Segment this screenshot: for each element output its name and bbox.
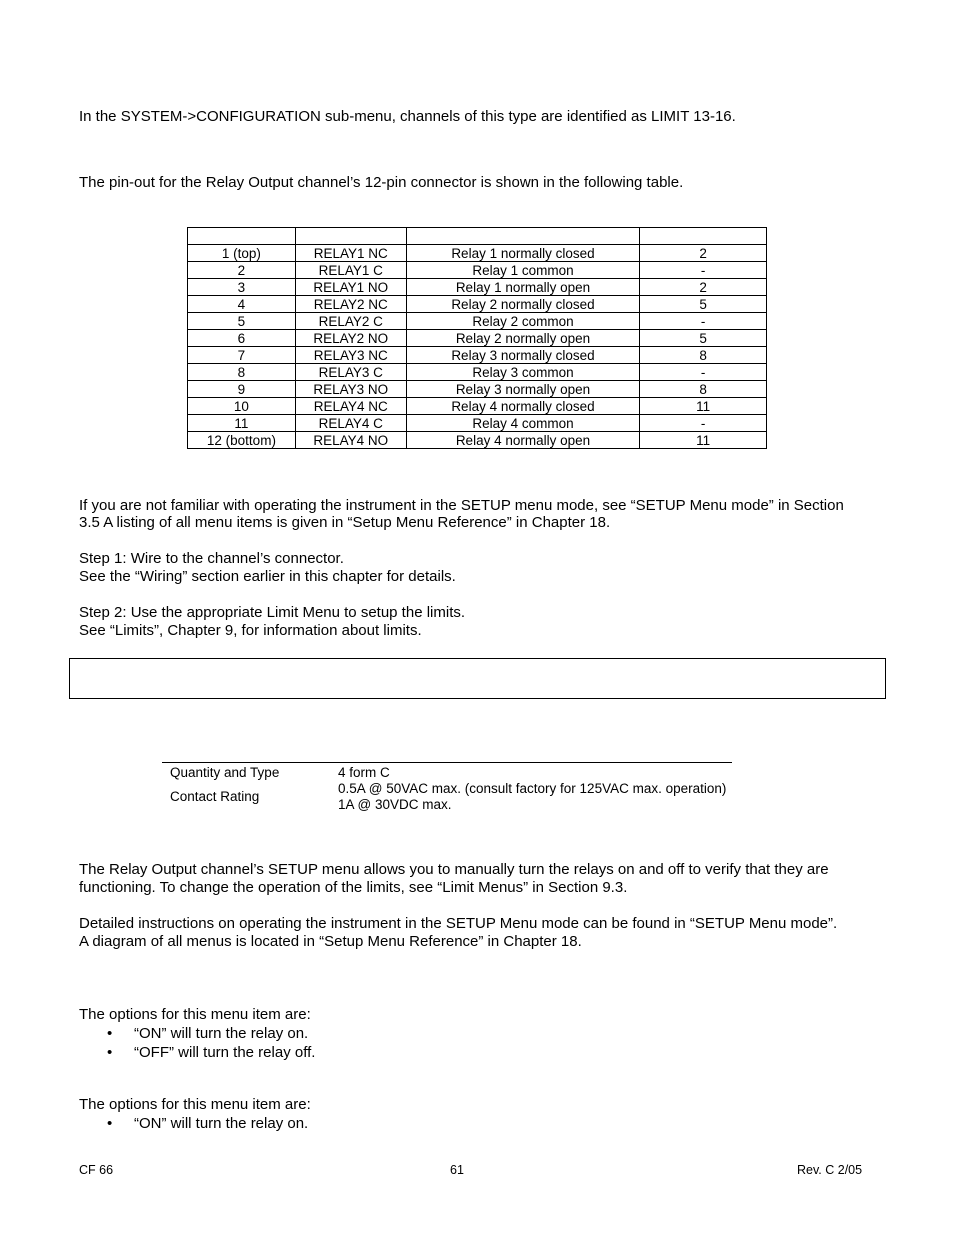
pair-cell: 8 xyxy=(640,347,767,364)
contact-value-1: 0.5A @ 50VAC max. (consult factory for 125VAC max. operation) xyxy=(338,781,727,796)
pinout-table xyxy=(187,227,767,449)
description-cell: Relay 4 normally closed xyxy=(406,398,640,415)
table-row xyxy=(188,245,767,262)
menu-para2-line1: Detailed instructions on operating the instrument in the SETUP Menu mode can be found in “SETUP Menu mode”. xyxy=(79,915,838,932)
pinout-text: The pin-out for the Relay Output channel’s 12-pin connector is shown in the following table. xyxy=(79,174,684,191)
description-cell: Relay 3 normally closed xyxy=(406,347,640,364)
description-cell: Relay 2 common xyxy=(406,313,640,330)
list-item xyxy=(79,1114,308,1133)
table-row xyxy=(188,313,767,330)
step2-text: Step 2: Use the appropriate Limit Menu to setup the limits. xyxy=(79,604,466,621)
table-row xyxy=(188,364,767,381)
signal-name-cell: RELAY3 NO xyxy=(295,381,406,398)
footer-right: Rev. C 2/05 xyxy=(797,1163,863,1177)
table-row xyxy=(188,381,767,398)
options-intro-1: The options for this menu item are: xyxy=(79,1006,311,1023)
description-cell: Relay 2 normally open xyxy=(406,330,640,347)
table-row xyxy=(188,398,767,415)
pair-cell: 2 xyxy=(640,245,767,262)
pinout-table-body xyxy=(188,228,767,449)
pair-cell: 11 xyxy=(640,398,767,415)
pair-cell: - xyxy=(640,262,767,279)
signal-name-cell: RELAY2 NO xyxy=(295,330,406,347)
pin-number-cell: 3 xyxy=(188,279,296,296)
pair-cell: - xyxy=(640,415,767,432)
description-cell: Relay 3 normally open xyxy=(406,381,640,398)
signal-name-cell: RELAY1 NO xyxy=(295,279,406,296)
pin-number-cell: 7 xyxy=(188,347,296,364)
signal-name-cell: RELAY4 C xyxy=(295,415,406,432)
option-on-1: “ON” will turn the relay on. xyxy=(134,1025,309,1042)
description-cell: Relay 4 normally open xyxy=(406,432,640,449)
pair-cell: 5 xyxy=(640,330,767,347)
pin-number-cell: 5 xyxy=(188,313,296,330)
options-intro-2: The options for this menu item are: xyxy=(79,1096,311,1113)
header-cell xyxy=(188,228,296,245)
table-row xyxy=(188,279,767,296)
contact-value-2: 1A @ 30VDC max. xyxy=(338,797,452,812)
pair-cell: 11 xyxy=(640,432,767,449)
header-cell xyxy=(640,228,767,245)
menu-para1-line1: The Relay Output channel’s SETUP menu allows you to manually turn the relays on and off to verify that they are xyxy=(79,861,829,878)
description-cell: Relay 3 common xyxy=(406,364,640,381)
step1-detail: See the “Wiring” section earlier in this chapter for details. xyxy=(79,568,456,585)
pair-cell: - xyxy=(640,313,767,330)
options-list-2 xyxy=(79,1114,308,1133)
pin-number-cell: 6 xyxy=(188,330,296,347)
pin-number-cell: 9 xyxy=(188,381,296,398)
description-cell: Relay 4 common xyxy=(406,415,640,432)
pin-number-cell: 12 (bottom) xyxy=(188,432,296,449)
pin-number-cell: 1 (top) xyxy=(188,245,296,262)
step1-text: Step 1: Wire to the channel’s connector. xyxy=(79,550,344,567)
table-row xyxy=(188,296,767,313)
description-cell: Relay 1 normally open xyxy=(406,279,640,296)
description-cell: Relay 1 normally closed xyxy=(406,245,640,262)
signal-name-cell: RELAY4 NO xyxy=(295,432,406,449)
description-cell: Relay 2 normally closed xyxy=(406,296,640,313)
header-cell xyxy=(406,228,640,245)
header-cell xyxy=(295,228,406,245)
table-header-row xyxy=(188,228,767,245)
signal-name-cell: RELAY1 C xyxy=(295,262,406,279)
step2-detail: See “Limits”, Chapter 9, for information about limits. xyxy=(79,622,422,639)
menu-para2-line2: A diagram of all menus is located in “Setup Menu Reference” in Chapter 18. xyxy=(79,933,582,950)
table-row xyxy=(188,415,767,432)
signal-name-cell: RELAY2 C xyxy=(295,313,406,330)
pair-cell: 2 xyxy=(640,279,767,296)
table-row xyxy=(188,262,767,279)
menu-para1-line2: functioning. To change the operation of the limits, see “Limit Menus” in Section 9.3. xyxy=(79,879,628,896)
signal-name-cell: RELAY4 NC xyxy=(295,398,406,415)
list-item xyxy=(79,1024,315,1043)
option-on-2: “ON” will turn the relay on. xyxy=(134,1115,309,1132)
spec-divider xyxy=(162,762,732,763)
page-number: 61 xyxy=(450,1163,464,1177)
options-list-1 xyxy=(79,1024,315,1062)
pair-cell: - xyxy=(640,364,767,381)
pin-number-cell: 10 xyxy=(188,398,296,415)
setup-intro-line2: 3.5 A listing of all menu items is given in “Setup Menu Reference” in Chapter 18. xyxy=(79,514,611,531)
setup-intro-line1: If you are not familiar with operating the instrument in the SETUP menu mode, see “SETUP Menu mode” in Section xyxy=(79,497,844,514)
table-row xyxy=(188,432,767,449)
table-row xyxy=(188,330,767,347)
signal-name-cell: RELAY3 NC xyxy=(295,347,406,364)
list-item xyxy=(79,1043,315,1062)
contact-label: Contact Rating xyxy=(170,789,260,804)
note-box xyxy=(69,658,886,699)
table-row xyxy=(188,347,767,364)
quantity-value: 4 form C xyxy=(338,765,390,780)
pin-number-cell: 11 xyxy=(188,415,296,432)
quantity-label: Quantity and Type xyxy=(170,765,280,780)
signal-name-cell: RELAY2 NC xyxy=(295,296,406,313)
signal-name-cell: RELAY1 NC xyxy=(295,245,406,262)
signal-name-cell: RELAY3 C xyxy=(295,364,406,381)
description-cell: Relay 1 common xyxy=(406,262,640,279)
footer-left: CF 66 xyxy=(79,1163,114,1177)
pin-number-cell: 2 xyxy=(188,262,296,279)
config-text: In the SYSTEM->CONFIGURATION sub-menu, channels of this type are identified as LIMIT 13-16. xyxy=(79,108,736,125)
pin-number-cell: 8 xyxy=(188,364,296,381)
pin-number-cell: 4 xyxy=(188,296,296,313)
pair-cell: 5 xyxy=(640,296,767,313)
pair-cell: 8 xyxy=(640,381,767,398)
option-off-1: “OFF” will turn the relay off. xyxy=(134,1044,316,1061)
